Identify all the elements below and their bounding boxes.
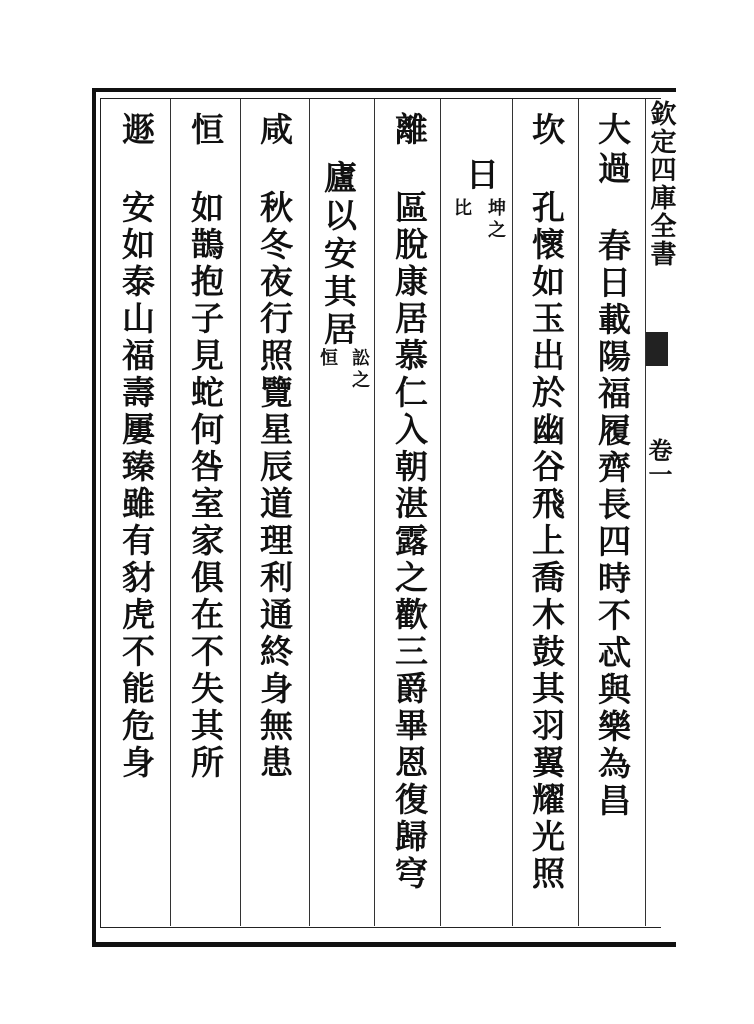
fish-tail-mark	[646, 332, 668, 366]
hexagram-title: 咸	[255, 112, 294, 151]
verse-text: 秋冬夜行照覽星辰道理利通終身無患	[255, 190, 294, 782]
verse-end-text: 廬以安其居	[319, 160, 358, 350]
inner-frame	[100, 98, 661, 928]
annotation: 恒	[317, 348, 338, 370]
column-rule	[440, 99, 441, 926]
hexagram-title: 恒	[186, 112, 225, 151]
annotation: 訟之	[349, 348, 370, 392]
column-rule	[309, 99, 310, 926]
verse-text: 如鵲抱子見蛇何咎室家俱在不失其所	[186, 190, 225, 782]
annotation: 坤之	[485, 198, 506, 242]
column-rule	[512, 99, 513, 926]
verse-text: 孔懷如玉出於幽谷飛上喬木鼓其羽翼耀光照	[527, 190, 566, 893]
verse-text: 區脫康居慕仁入朝湛露之歡三爵畢恩復歸穹	[390, 190, 429, 893]
spine-volume: 卷一	[644, 438, 673, 486]
hexagram-title: 大過	[593, 112, 632, 190]
hexagram-title: 離	[390, 112, 429, 151]
verse-text: 春日載陽福履齊長四時不忒與樂為昌	[593, 228, 632, 820]
hexagram-title: 遯	[117, 112, 156, 151]
verse-text: 安如泰山福壽屢臻雖有豺虎不能危身	[117, 190, 156, 782]
column-rule	[578, 99, 579, 926]
verse-end-char: 日	[461, 157, 500, 196]
column-rule	[374, 99, 375, 926]
hexagram-title: 坎	[527, 112, 566, 151]
column-rule	[240, 99, 241, 926]
column-rule	[170, 99, 171, 926]
annotation: 比	[451, 198, 472, 220]
spine-title: 欽定四庫全書	[646, 100, 676, 268]
